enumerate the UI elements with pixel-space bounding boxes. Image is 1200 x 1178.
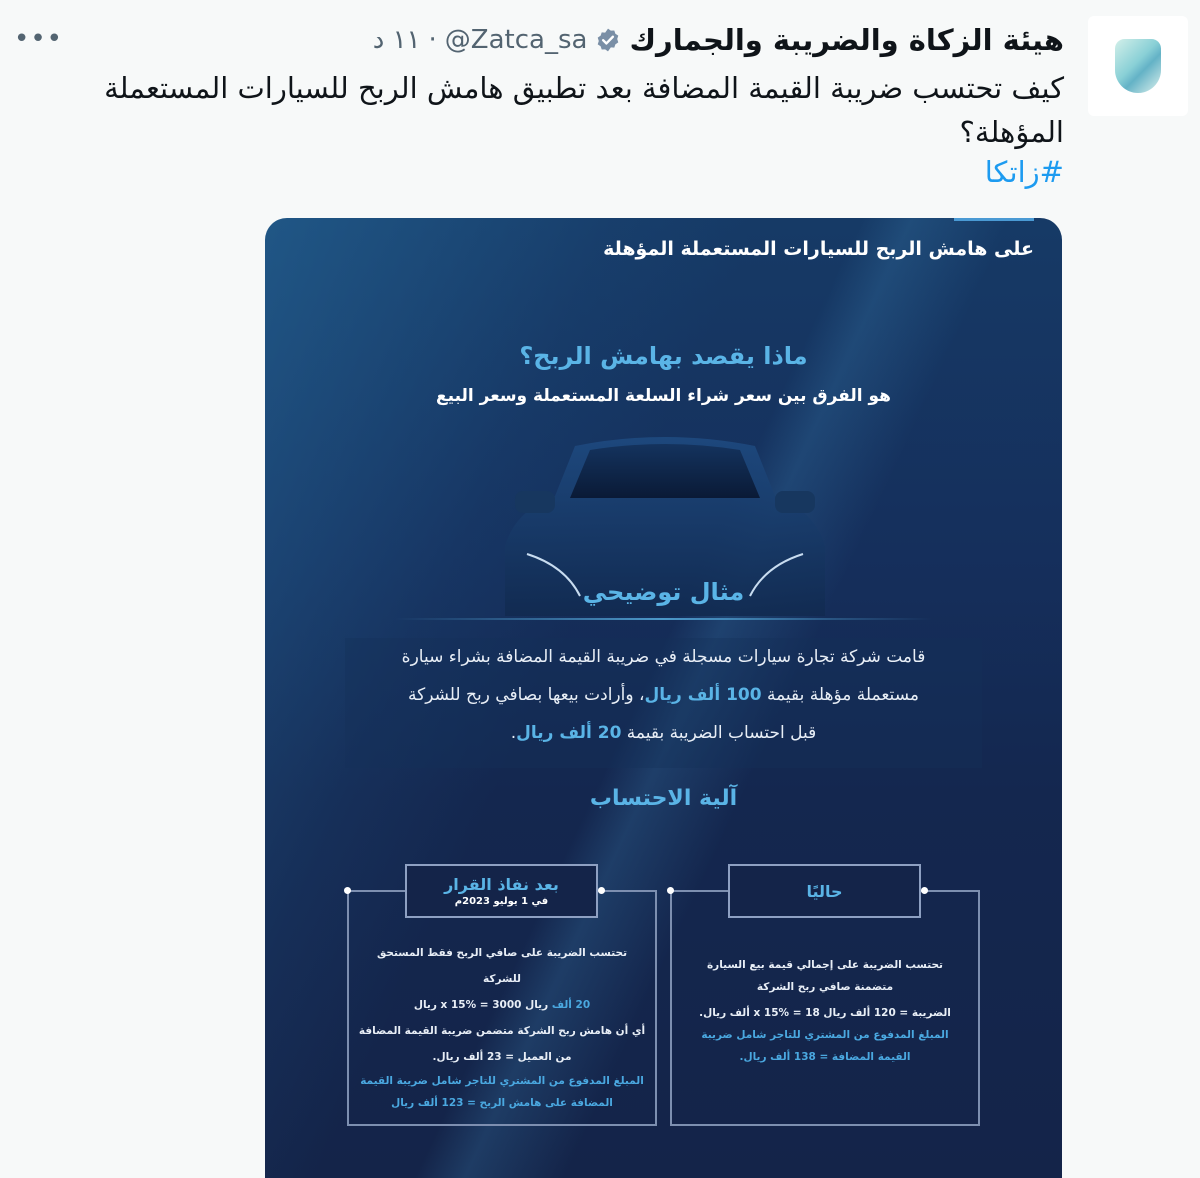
connector-dot — [921, 887, 928, 894]
current-header — [728, 864, 921, 918]
current-label: حاليًا — [806, 881, 843, 901]
current-line-2: متضمنة صافي ربح الشركة — [756, 981, 894, 993]
separator: · — [428, 25, 437, 55]
zatca-logo-icon — [1115, 39, 1161, 93]
after-line-4: من العميل = 23 ألف ريال. — [432, 1051, 572, 1063]
current-line-1: تحتسب الضريبة على إجمالي قيمة بيع السيارة — [706, 959, 943, 971]
timestamp[interactable]: ١١ د — [372, 25, 421, 55]
after-decision-text — [357, 940, 647, 1114]
tweet-media-infographic[interactable] — [265, 218, 1062, 1178]
connector-dot — [598, 887, 605, 894]
example-line-2-rest: ، وأرادت بيعها بصافي ربح للشركة — [408, 685, 645, 705]
example-line-2 — [345, 676, 982, 714]
title-divider — [954, 218, 1034, 221]
mechanism-title: آلية الاحتساب — [589, 786, 738, 811]
after-line-5: المبلغ المدفوع من المشتري للتاجر شامل ضريبة القيمة — [360, 1075, 644, 1087]
verified-badge-icon — [595, 27, 621, 53]
net-profit: 20 ألف ريال — [516, 723, 622, 743]
author-handle[interactable]: @Zatca_sa — [444, 25, 588, 55]
tweet-text: كيف تحتسب ضريبة القيمة المضافة بعد تطبيق هامش الربح للسيارات المستعملة المؤهلة؟ — [104, 71, 1064, 149]
example-line-1: قامت شركة تجارة سيارات مسجلة في ضريبة القيمة المضافة بشراء سيارة — [401, 647, 926, 667]
example-line-2-text: مستعملة مؤهلة بقيمة — [761, 685, 919, 705]
connector-dot — [667, 887, 674, 894]
question-title: ماذا يقصد بهامش الربح؟ — [519, 342, 808, 370]
current-line-5: القيمة المضافة = 138 ألف ريال. — [739, 1051, 911, 1063]
current-line-3: الضريبة = 120 ألف ريال x 15% = 18 ألف ريال. — [699, 1007, 951, 1019]
after-decision-header — [405, 864, 598, 918]
after-line-1: تحتسب الضريبة على صافي الربح فقط المستحق للشركة — [376, 947, 628, 985]
after-decision-label: بعد نفاذ القرار — [444, 875, 559, 894]
after-calc: ريال x 15% = 3000 ريال — [413, 999, 552, 1011]
after-line-3: أي أن هامش ربح الشركة متضمن ضريبة القيمة المضافة — [358, 1025, 646, 1037]
example-line-3 — [345, 714, 982, 752]
current-line-4: المبلغ المدفوع من المشتري للتاجر شامل ضريبة — [701, 1029, 949, 1041]
example-body — [345, 638, 982, 768]
after-profit-value: 20 ألف — [551, 999, 591, 1011]
purchase-price: 100 ألف ريال — [644, 685, 762, 705]
tweet-header — [373, 20, 1064, 60]
example-line-3-end: . — [510, 723, 517, 743]
author-name[interactable]: هيئة الزكاة والضريبة والجمارك — [629, 23, 1064, 57]
question-answer: هو الفرق بين سعر شراء السلعة المستعملة وسعر البيع — [436, 386, 891, 406]
connector-dot — [344, 887, 351, 894]
effective-date: في 1 يوليو 2023م — [454, 896, 549, 907]
example-title: مثال توضيحي — [582, 578, 745, 606]
glow-divider — [395, 618, 932, 620]
current-text — [680, 954, 970, 1068]
example-line-3-text: قبل احتساب الضريبة بقيمة — [621, 723, 817, 743]
more-options-icon[interactable]: ••• — [14, 24, 64, 54]
avatar[interactable] — [1088, 16, 1188, 116]
infographic-title: على هامش الربح للسيارات المستعملة المؤهلة — [603, 238, 1034, 260]
after-line-6: المضافة على هامش الربح = 123 ألف ريال — [391, 1097, 613, 1109]
after-line-2 — [357, 992, 647, 1018]
hashtag-link[interactable]: #زاتكا — [984, 155, 1064, 189]
